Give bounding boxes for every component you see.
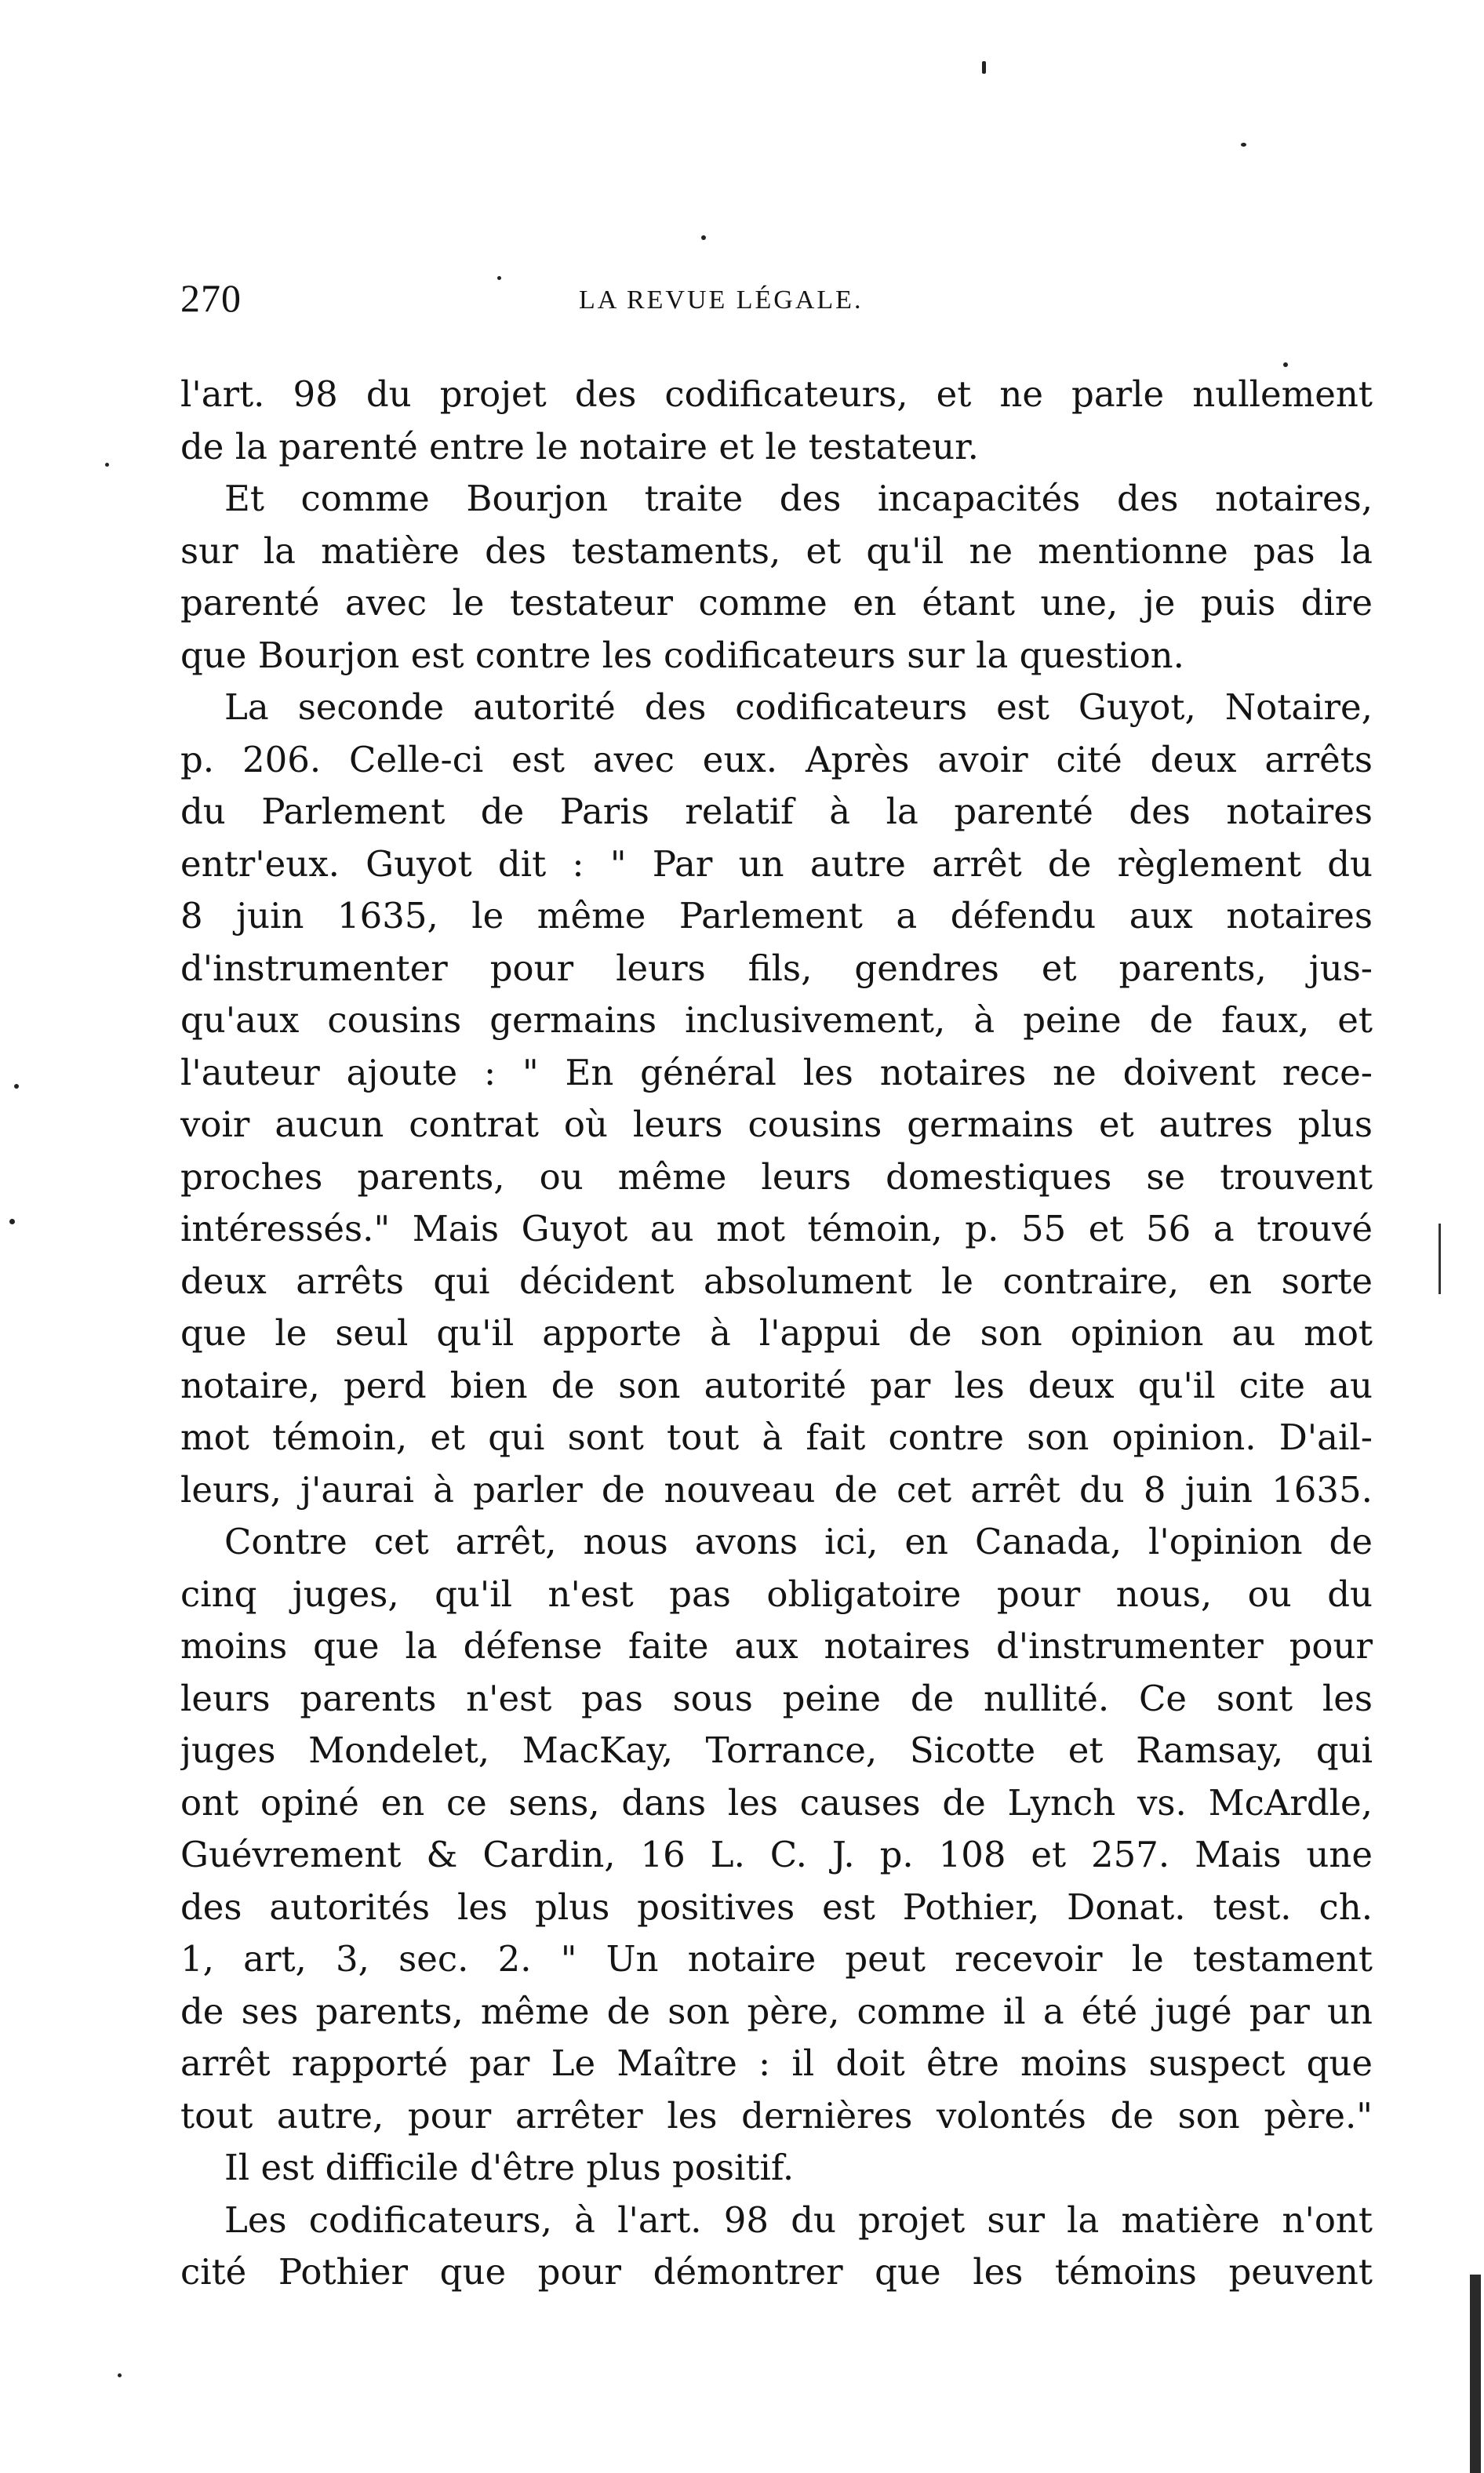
text-line: 1, art, 3, sec. 2. " Un notaire peut recevoir le testament	[180, 1938, 1373, 1980]
text-line: deux arrêts qui décident absolument le contraire, en sorte	[180, 1260, 1373, 1302]
text-line: La seconde autorité des codificateurs est Guyot, Notaire,	[224, 686, 1373, 728]
text-line: mot témoin, et qui sont tout à fait contre son opinion. D'ail-	[180, 1417, 1373, 1458]
scan-speck	[1241, 143, 1246, 147]
running-title: LA REVUE LÉGALE.	[579, 285, 864, 315]
page-header	[180, 275, 1373, 337]
text-line: Contre cet arrêt, nous avons ici, en Canada, l'opinion de	[224, 1521, 1373, 1562]
text-line: juges Mondelet, MacKay, Torrance, Sicotte et Ramsay, qui	[180, 1729, 1373, 1771]
page-number: 270	[180, 276, 242, 320]
scan-speck	[9, 1219, 15, 1224]
text-line: proches parents, ou même leurs domestiques se trouvent	[180, 1155, 1373, 1198]
text-line: sur la matière des testaments, et qu'il ne mentionne pas la	[180, 529, 1373, 572]
scan-speck	[1283, 362, 1288, 367]
text-line: Il est difficile d'être plus positif.	[224, 2147, 795, 2188]
text-line: cinq juges, qu'il n'est pas obligatoire pour nous, ou du	[180, 1573, 1373, 1615]
text-line: l'art. 98 du projet des codificateurs, et ne parle nullement	[180, 373, 1373, 415]
text-line: cité Pothier que pour démontrer que les témoins peuvent	[180, 2251, 1373, 2293]
text-line: que Bourjon est contre les codificateurs sur la question.	[180, 634, 1184, 676]
text-line: arrêt rapporté par Le Maître : il doit être moins suspect que	[180, 2042, 1373, 2084]
scan-speck	[105, 463, 109, 467]
text-line: moins que la défense faite aux notaires d'instrumenter pour	[180, 1625, 1373, 1667]
text-line: leurs, j'aurai à parler de nouveau de cet arrêt du 8 juin 1635.	[180, 1468, 1373, 1511]
text-line: de ses parents, même de son père, comme il a été jugé par un	[180, 1990, 1373, 2032]
text-line: notaire, perd bien de son autorité par les deux qu'il cite au	[180, 1364, 1373, 1406]
text-line: Et comme Bourjon traite des incapacités des notaires,	[224, 478, 1373, 519]
text-line: Guévrement & Cardin, 16 L. C. J. p. 108 et 257. Mais une	[180, 1834, 1373, 1875]
text-line: entr'eux. Guyot dit : " Par un autre arrêt de règlement du	[180, 842, 1373, 885]
text-line: p. 206. Celle-ci est avec eux. Après avoir cité deux arrêts	[180, 738, 1373, 780]
scan-speck	[701, 235, 706, 240]
text-line: des autorités les plus positives est Pothier, Donat. test. ch.	[180, 1886, 1373, 1928]
text-line: que le seul qu'il apporte à l'appui de son opinion au mot	[180, 1312, 1373, 1354]
text-line: leurs parents n'est pas sous peine de nullité. Ce sont les	[180, 1677, 1373, 1719]
text-line: d'instrumenter pour leurs fils, gendres et parents, jus-	[180, 947, 1373, 989]
text-line: tout autre, pour arrêter les dernières volontés de son père."	[180, 2094, 1373, 2137]
scan-speck	[118, 2373, 122, 2377]
text-line: du Parlement de Paris relatif à la parenté des notaires	[180, 791, 1373, 832]
scan-speck	[14, 1084, 19, 1089]
scan-edge-stripe	[1470, 2275, 1481, 2473]
text-line: qu'aux cousins germains inclusivement, à peine de faux, et	[180, 999, 1373, 1041]
text-line: voir aucun contrat où leurs cousins germains et autres plus	[180, 1104, 1373, 1145]
scan-speck	[982, 61, 986, 74]
text-line: Les codificateurs, à l'art. 98 du projet sur la matière n'ont	[224, 2198, 1373, 2241]
text-line: intéressés." Mais Guyot au mot témoin, p. 55 et 56 a trouvé	[180, 1208, 1373, 1249]
text-line: 8 juin 1635, le même Parlement a défendu aux notaires	[180, 895, 1373, 936]
text-line: parenté avec le testateur comme en étant une, je puis dire	[180, 582, 1373, 624]
text-line: l'auteur ajoute : " En général les notaires ne doivent rece-	[180, 1051, 1373, 1093]
text-line: ont opiné en ce sens, dans les causes de Lynch vs. McArdle,	[180, 1781, 1373, 1824]
text-line: de la parenté entre le notaire et le testateur.	[180, 425, 979, 467]
scan-margin-mark	[1439, 1224, 1441, 1294]
body-text	[180, 369, 1373, 2299]
